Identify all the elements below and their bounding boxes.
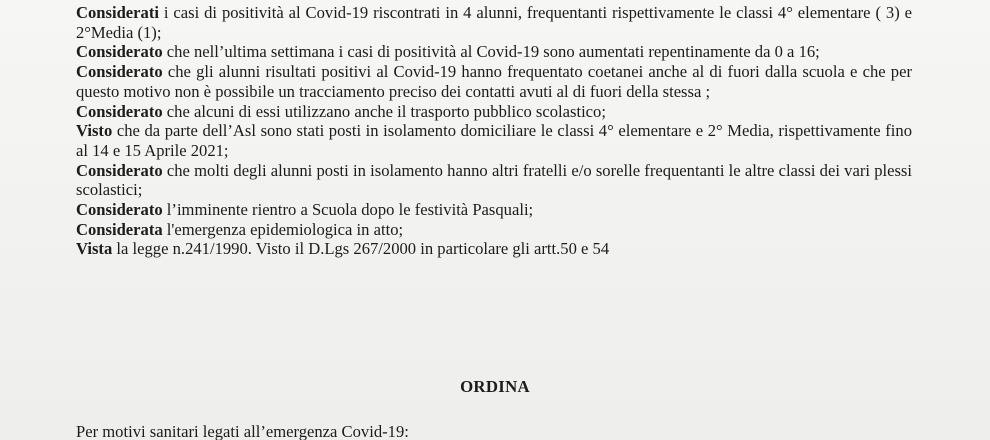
paragraph-keyword: Visto (76, 121, 113, 141)
paragraph-text: che da parte dell’Asl sono stati posti in isolamento domiciliare le classi 4° elementare e 2° Media, rispettivamente fino al 14 e 15 Aprile 2021; (76, 121, 912, 160)
paragraph-keyword: Considerata (76, 219, 163, 239)
paragraph-keyword: Considerato (76, 62, 163, 82)
paragraph-keyword: Considerati (76, 3, 159, 22)
paragraph-text: i casi di positività al Covid-19 riscontrati in 4 alunni, frequentanti rispettivamente le classi 4° elementare ( 3) e 2°Media (1); (76, 3, 912, 42)
paragraph-keyword: Considerato (76, 101, 163, 121)
section-heading-ordina: ORDINA (460, 377, 530, 396)
paragraph-keyword: Considerato (76, 200, 163, 220)
paragraph-considerata-emergenza (76, 220, 912, 240)
paragraph-considerato-aumento-casi (76, 42, 912, 62)
paragraph-considerato-tracciamento (76, 62, 912, 101)
paragraph-text: che gli alunni risultati positivi al Covid-19 hanno frequentato coetanei anche al di fuori dalla scuola e che per questo motivo non è possibile un tracciamento preciso dei contatti avuti al di fuori della stessa ; (76, 62, 912, 101)
paragraph-text: l'emergenza epidemiologica in atto; (162, 219, 404, 239)
paragraph-considerato-trasporto (76, 102, 912, 122)
paragraph-text: che molti degli alunni posti in isolamento hanno altri fratelli e/o sorelle frequentanti le altre classi dei vari plessi scolastici; (76, 160, 912, 200)
paragraph-keyword: Vista (76, 239, 113, 259)
paragraph-text: l’imminente rientro a Scuola dopo le festività Pasquali; (162, 200, 534, 220)
paragraph-text: che nell’ultima settimana i casi di positività al Covid-19 sono aumentati repentinamente da 0 a 16; (162, 42, 820, 62)
paragraph-text: che alcuni di essi utilizzano anche il trasporto pubblico scolastico; (162, 101, 606, 121)
paragraph-keyword: Considerato (76, 42, 163, 62)
document-body (76, 3, 912, 259)
paragraph-text: la legge n.241/1990. Visto il D.Lgs 267/2000 in particolare gli artt.50 e 54 (112, 239, 610, 259)
paragraph-considerato-fratelli (76, 161, 912, 200)
paragraph-keyword: Considerato (76, 160, 163, 180)
partial-text-line: Per motivi sanitari legati all’emergenza Covid-19: (76, 422, 409, 440)
paragraph-considerati-positivita (76, 3, 912, 42)
paragraph-considerato-rientro (76, 200, 912, 220)
paragraph-vista-legge (76, 239, 912, 259)
paragraph-visto-isolamento (76, 121, 912, 160)
